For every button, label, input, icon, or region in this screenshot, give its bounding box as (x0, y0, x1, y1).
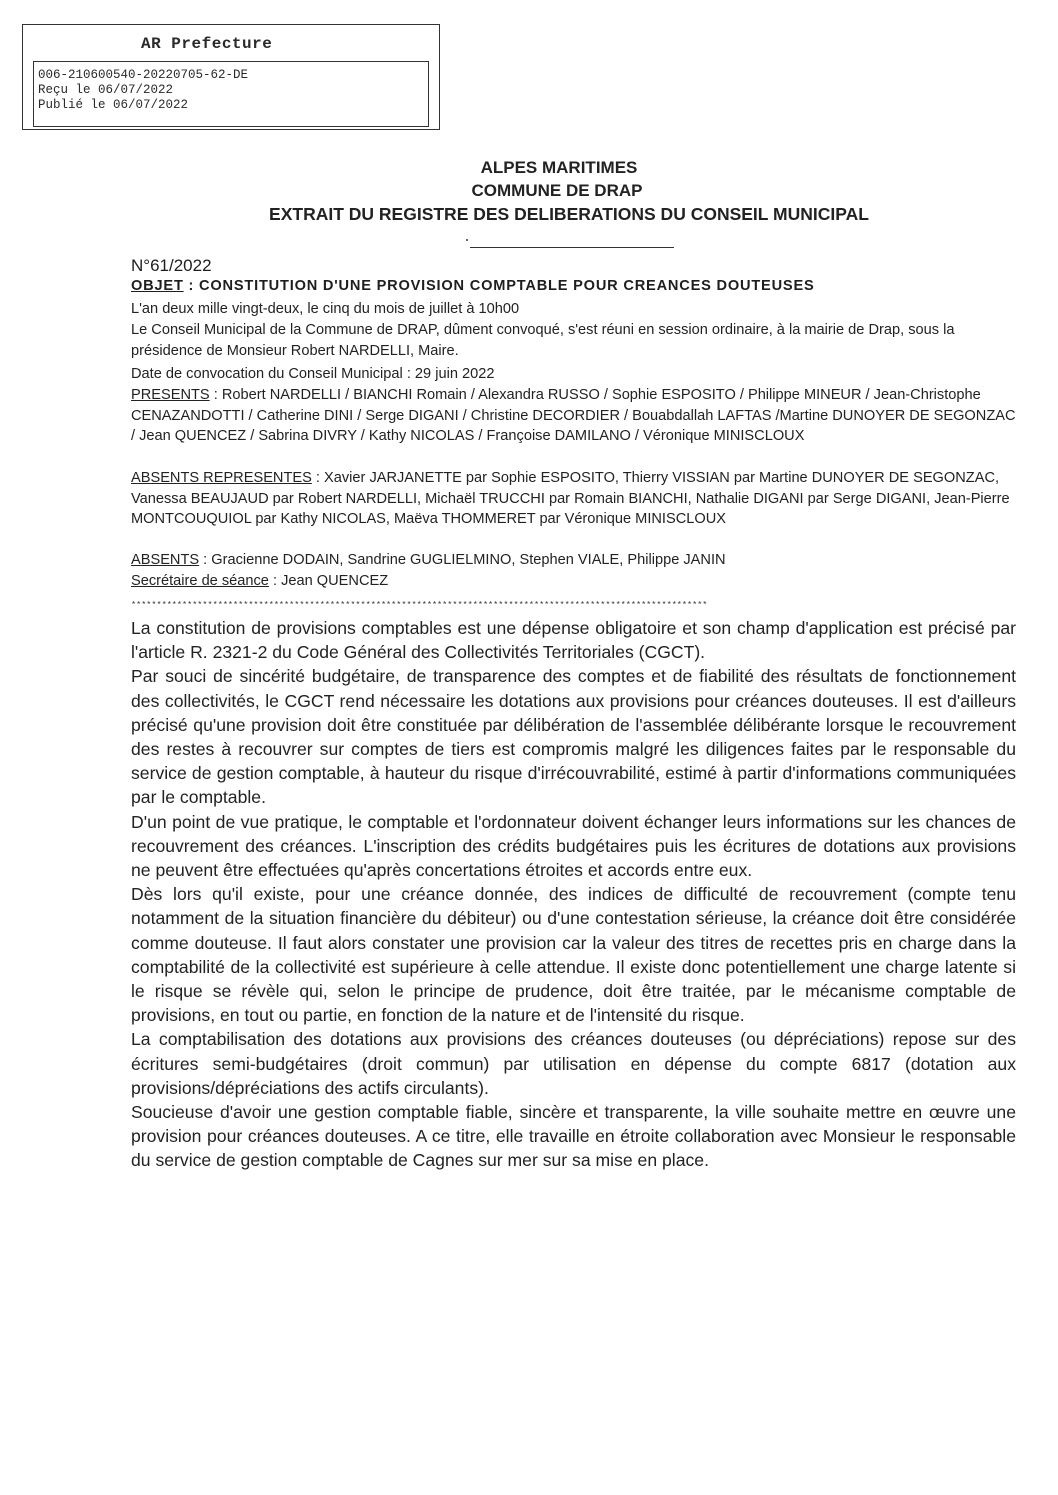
absents-names: : Gracienne DODAIN, Sandrine GUGLIELMINO, Stephen VIALE, Philippe JANIN (199, 552, 726, 568)
divider-dot (466, 239, 468, 241)
asterisk-separator: ***************************************************************************************************************** (131, 600, 708, 610)
body-paragraph-1: La constitution de provisions comptables est une dépense obligatoire et son champ d'application est précisé par l'article R. 2321-2 du Code Général des Collectivités Territoriales (CGCT). (131, 618, 1016, 663)
absents-represented-names: : Xavier JARJANETTE par Sophie ESPOSITO, Thierry VISSIAN par Martine DUNOYER DE SEGONZAC, Vanessa BEAUJAUD par Robert NARDELLI, Michaël TRUCCHI par Romain BIANCHI, Nathalie DIGANI par Serge DIGANI, Jean-Pierre MONTCOUQUIOL par Kathy NICOLAS, Maëva THOMMERET par Véronique MINISCLOUX (131, 470, 1010, 527)
body-paragraph-6: Soucieuse d'avoir une gestion comptable fiable, sincère et transparente, la ville souhaite mettre en œuvre une provision pour créances douteuses. A ce titre, elle travaille en étroite collaboration avec Monsieur le responsable du service de gestion comptable de Cagnes sur mer sur sa mise en place. (131, 1102, 1016, 1171)
stamp-received-date: Reçu le 06/07/2022 (38, 83, 174, 97)
secretary-label: Secrétaire de séance (131, 573, 269, 589)
presents-label: PRESENTS (131, 387, 210, 403)
convocation-date: Date de convocation du Conseil Municipal : 29 juin 2022 (131, 366, 495, 382)
department-heading: ALPES MARITIMES (480, 158, 638, 177)
deliberation-body (131, 616, 1016, 1173)
absents-represented-label: ABSENTS REPRESENTES (131, 470, 312, 486)
meeting-date: L'an deux mille vingt-deux, le cinq du mois de juillet à 10h00 (131, 301, 520, 317)
deliberation-number: N°61/2022 (131, 256, 212, 275)
register-heading: EXTRAIT DU REGISTRE DES DELIBERATIONS DU CONSEIL MUNICIPAL (269, 204, 869, 224)
stamp-published-date: Publié le 06/07/2022 (38, 98, 189, 112)
body-paragraph-2: Par souci de sincérité budgétaire, de transparence des comptes et de fiabilité des résultats de fonctionnement des collectivités, le CGCT rend nécessaire les dotations aux provisions pour créances douteuses. Il est d'ailleurs précisé qu'une provision doit être constituée par délibération de l'assemblée délibérante lorsque le recouvrement des restes à recouvrer sur comptes de tiers est compromis malgré les diligences faites par le responsable du service de gestion comptable, à hauteur du risque d'irrécouvrabilité, estimé à partir d'informations communiquées par le comptable. (131, 666, 1016, 808)
stamp-reference: 006-210600540-20220705-62-DE (38, 68, 249, 82)
secretary-name: : Jean QUENCEZ (268, 573, 389, 589)
secretary-line (131, 571, 1021, 592)
subject-label: OBJET (131, 278, 184, 294)
absents-list (131, 550, 1021, 571)
body-paragraph-4: Dès lors qu'il existe, pour une créance donnée, des indices de difficulté de recouvrement (compte tenu notamment de la situation financière du débiteur) ou d'une contestation sérieuse, la créance doit être considérée comme douteuse. Il faut alors constater une provision car la valeur des titres de recettes pris en charge dans la comptabilité de la collectivité est supérieure à celle attendue. Il existe donc potentiellement une charge latente si le risque se révèle qui, selon le principe de prudence, doit être traitée, par le mécanisme comptable de provisions, en tout ou partie, en fonction de la nature et de l'intensité du risque. (131, 884, 1016, 1026)
subject-text: : CONSTITUTION D'UNE PROVISION COMPTABLE POUR CREANCES DOUTEUSES (183, 278, 815, 294)
presents-names: : Robert NARDELLI / BIANCHI Romain / Alexandra RUSSO / Sophie ESPOSITO / Philippe MINEUR / Jean-Christophe CENAZANDOTTI / Catherine DINI / Serge DIGANI / Christine DECORDIER / Bouabdallah LAFTAS /Martine DUNOYER DE SEGONZAC / Jean QUENCEZ / Sabrina DIVRY / Kathy NICOLAS / Françoise DAMILANO / Véronique MINISCLOUX (131, 387, 1016, 444)
absents-label: ABSENTS (131, 552, 200, 568)
commune-heading: COMMUNE DE DRAP (471, 181, 643, 200)
body-paragraph-5: La comptabilisation des dotations aux provisions des créances douteuses (ou dépréciations) repose sur des écritures semi-budgétaires (droit commun) par utilisation en dépense du compte 6817 (dotation aux provisions/dépréciations des actifs circulants). (131, 1029, 1016, 1098)
header-divider (470, 247, 674, 248)
stamp-title: AR Prefecture (141, 35, 273, 53)
absents-represented-list (131, 468, 1021, 530)
session-statement: Le Conseil Municipal de la Commune de DRAP, dûment convoqué, s'est réuni en session ordinaire, à la mairie de Drap, sous la présidence de Monsieur Robert NARDELLI, Maire. (131, 322, 955, 359)
deliberation-subject (131, 278, 815, 294)
presents-list (131, 385, 1021, 447)
prefecture-stamp (22, 24, 440, 130)
stamp-details (33, 61, 429, 127)
body-paragraph-3: D'un point de vue pratique, le comptable et l'ordonnateur doivent échanger leurs informations sur les chances de recouvrement des créances. L'inscription des crédits budgétaires puis les écritures de dotations aux provisions ne peuvent être effectuées qu'après concertations étroites et accords entre eux. (131, 811, 1016, 881)
